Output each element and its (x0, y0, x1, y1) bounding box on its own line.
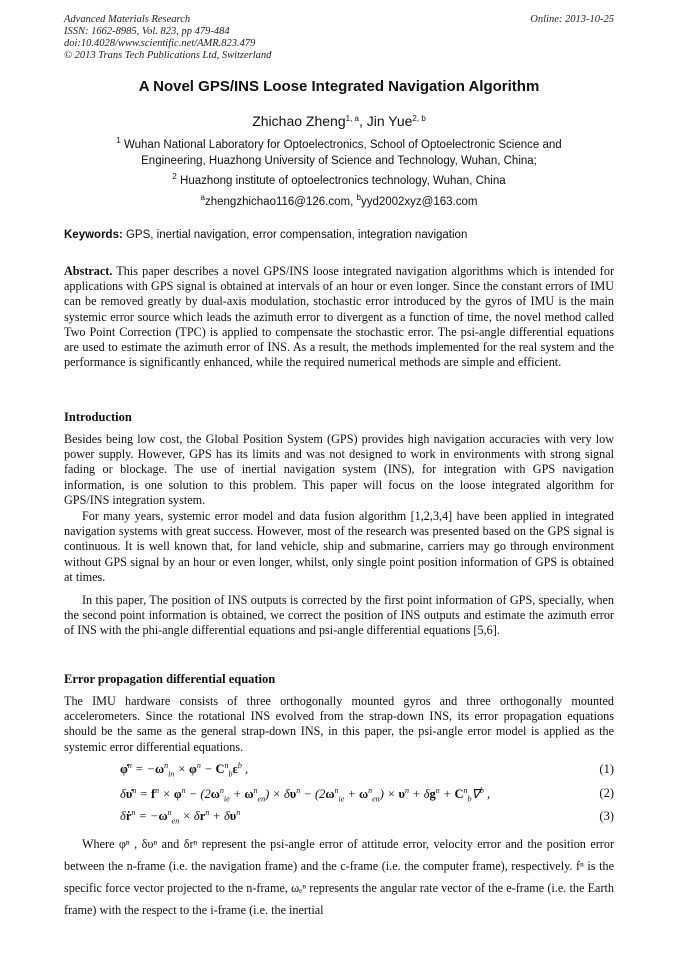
affiliation-1 (64, 137, 614, 169)
online-date: Online: 2013-10-25 (530, 14, 614, 25)
author-superscript: 2, b (412, 114, 426, 123)
doi-line: doi:10.4028/www.scientific.net/AMR.823.479 (64, 38, 256, 49)
author-name: Jin Yue (366, 113, 413, 129)
email-line (64, 194, 614, 210)
journal-header (64, 14, 271, 62)
email-superscript: a (200, 193, 205, 202)
equation-expression: δυ̇$^n$ = $f^n \times \varphi^n - (2\omega^n_{ie} + \omega^n_{en}) \times \delta\upsilon^n - (2\omega^n_{ie} + \omega^n_{en}) \times \upsilon^n + \delta g^n + C^n_b\nabla^b$ , (120, 786, 491, 804)
email-address: yyd2002xyz@163.com (360, 196, 478, 208)
author-separator: , (358, 113, 367, 129)
email-address: zhengzhichao116@126.com, (205, 196, 357, 208)
equation-expression: δṙ$^n$ = $-\omega^n_{en} \times \delta r^n + \delta\upsilon^n$ (120, 808, 241, 826)
author-name: Zhichao Zheng (252, 113, 346, 129)
issn-line: ISSN: 1662-8985, Vol. 823, pp 479-484 (64, 26, 230, 37)
author-line (0, 113, 678, 129)
intro-paragraph-3: In this paper, The position of INS outputs is corrected by the first point information of GPS, specially, when the second point information is obtained, we correct the position of INS outputs and estimate the azimuth error of INS with the phi-angle differential equations and psi-angle differential equations [5,6]. (64, 593, 614, 638)
equation-number: (1) (599, 762, 614, 776)
equation-expression: φ̇$^n$ = $-\omega^n_{in} \times \varphi^n - C^n_b\varepsilon^b$ , (120, 761, 249, 779)
keywords (64, 229, 614, 241)
affiliation-text: Wuhan National Laboratory for Optoelectronics, School of Optoelectronic Science and (123, 139, 562, 151)
intro-paragraph-1: Besides being low cost, the Global Position System (GPS) provides high navigation accuracies with very low power supply. However, GPS has its limits and was not designed to work in environments with strong signal fading or blockage. The use of inertial navigation system (INS), for integration with GPS navigation information, is one solution to this problem. This paper will focus on the loose integrated algorithm for GPS/INS integration system. (64, 432, 614, 507)
author-superscript: 1, a (345, 114, 359, 123)
affiliation-2 (64, 173, 614, 189)
equation-2 (120, 786, 614, 802)
abstract-text: This paper describes a novel GPS/INS loose integrated navigation algorithms which is intended for applications with GPS signal is obtained at intervals of an hour or even longer. Since the constant errors of IMU can be removed greatly by dual-axis modulation, stochastic error introduced by the gyros of IMU is the main systemic error source which leads the azimuth error to divergent as a function of time, the novel method called Two Point Correction (TPC) is applied to compensate the stochastic error. The psi-angle differential equations are used to estimate the azimuth error of INS. As a result, the methods implemented for the real system and the performance is significantly enhanced, while the required numerical methods are simple and efficient. (64, 264, 614, 370)
paper-title: A Novel GPS/INS Loose Integrated Navigation Algorithm (138, 78, 540, 95)
where-paragraph: Where φⁿ , δυⁿ and δrⁿ represent the psi-angle error of attitude error, velocity error and the position error between the n-frame (i.e. the navigation frame) and the c-frame (i.e. the computer frame), respectively. fⁿ is the specific force vector projected to the n-frame, ωₑⁿ represents the angular rate vector of the e-frame (i.e. the Earth frame) with the respect to the i-frame (i.e. the inertial (64, 837, 614, 917)
abstract (64, 264, 614, 370)
keywords-label: Keywords: (64, 229, 123, 241)
abstract-label: Abstract. (64, 264, 113, 278)
equation-3 (120, 809, 614, 825)
equation-number: (3) (599, 809, 614, 823)
error-paragraph-1: The IMU hardware consists of three orthogonally mounted gyros and three orthogonally mounted accelerometers. Since the rotational INS evolved from the strap-down INS, its error propagation equations should be the same as the general strap-down INS, in this paper, the psi-angle error model is applied as the systemic error differential equations. (64, 694, 614, 754)
affiliation-superscript: 1 (116, 136, 121, 145)
email-superscript: b (356, 193, 361, 202)
equation-number: (2) (599, 786, 614, 800)
journal-name: Advanced Materials Research (64, 14, 191, 25)
introduction-heading: Introduction (64, 410, 132, 424)
keywords-text: GPS, inertial navigation, error compensation, integration navigation (122, 229, 468, 241)
affiliation-text: Huazhong institute of optoelectronics technology, Wuhan, China (180, 175, 506, 187)
error-section-heading: Error propagation differential equation (64, 672, 276, 686)
equation-1 (120, 762, 614, 778)
intro-paragraph-2: For many years, systemic error model and data fusion algorithm [1,2,3,4] have been applied in integrated navigation systems with great success. However, most of the research was presented based on the GPS signal is continuous. It is well known that, for land vehicle, ship and submarine, carriers may go through environment without GPS signal by an hour or even longer, whilst, only single point position information of GPS is obtained at times. (64, 509, 614, 584)
affiliation-superscript: 2 (172, 172, 177, 181)
affiliation-text: Engineering, Huazhong University of Science and Technology, Wuhan, China; (141, 155, 537, 167)
copyright-line: © 2013 Trans Tech Publications Ltd, Switzerland (64, 50, 272, 61)
